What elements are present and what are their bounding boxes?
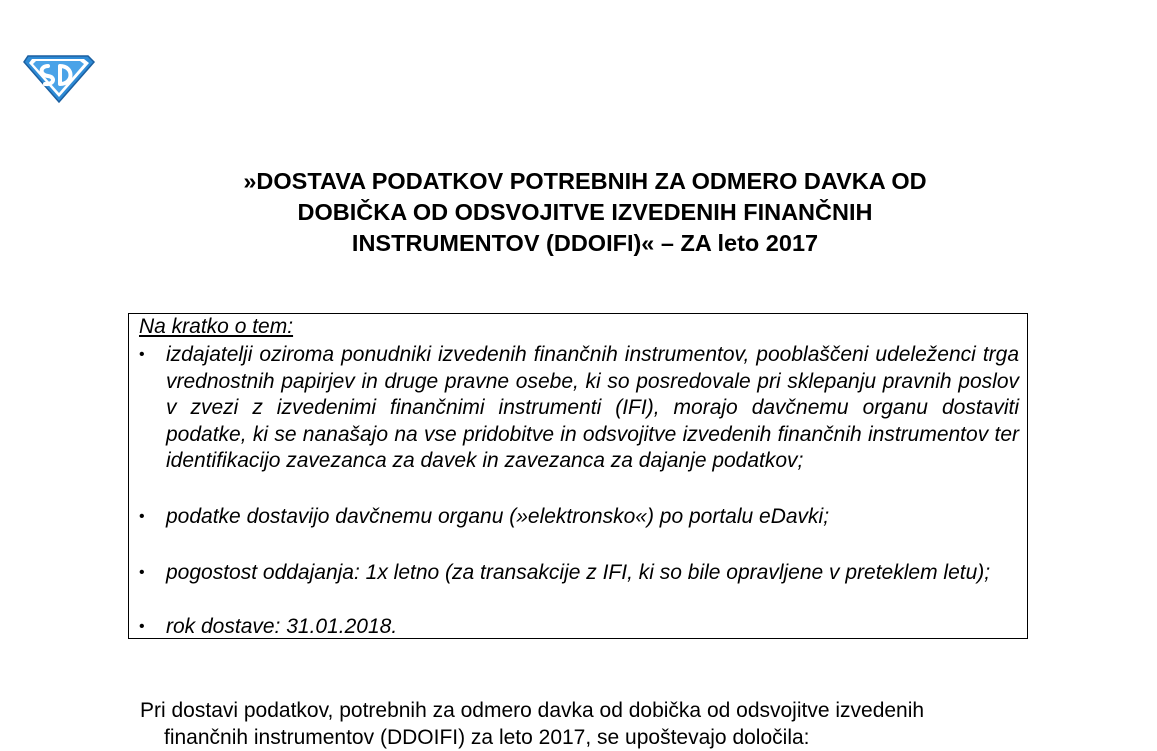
- summary-heading: Na kratko o tem:: [139, 314, 293, 341]
- bullet-icon: •: [139, 614, 145, 641]
- summary-item: [139, 342, 1019, 475]
- body-line-1: Pri dostavi podatkov, potrebnih za odmero davka od dobička od odsvojitve izvedenih: [140, 698, 1020, 725]
- title-line-2: DOBIČKA OD ODSVOJITVE IZVEDENIH FINANČNIH: [130, 197, 1040, 228]
- summary-item: [139, 504, 1019, 531]
- bullet-icon: •: [139, 560, 145, 587]
- title-line-1: »DOSTAVA PODATKOV POTREBNIH ZA ODMERO DAVKA OD: [130, 166, 1040, 197]
- body-paragraph: [140, 698, 1020, 751]
- summary-item-text: podatke dostavijo davčnemu organu (»elektronsko«) po portalu eDavki;: [166, 504, 1019, 531]
- body-line-2: finančnih instrumentov (DDOIFI) za leto 2017, se upoštevajo določila:: [140, 725, 1020, 751]
- document-title: [130, 166, 1040, 259]
- shield-logo: [22, 48, 96, 104]
- shield-logo-icon: [22, 48, 96, 104]
- title-line-3: INSTRUMENTOV (DDOIFI)« – ZA leto 2017: [130, 228, 1040, 259]
- bullet-icon: •: [139, 342, 145, 369]
- summary-item-text: pogostost oddajanja: 1x letno (za transakcije z IFI, ki so bile opravljene v preteklem letu);: [166, 560, 1019, 587]
- summary-item: [139, 614, 1019, 641]
- summary-item-text: rok dostave: 31.01.2018.: [166, 614, 1019, 641]
- summary-item: [139, 560, 1019, 587]
- bullet-icon: •: [139, 504, 145, 531]
- summary-item-text: izdajatelji oziroma ponudniki izvedenih finančnih instrumentov, pooblaščeni udeleženci trga vrednostnih papirjev in druge pravne osebe, ki so posredovale pri sklepanju pravnih poslov v zvezi z izvedenimi finančnimi instrumenti (IFI), morajo davčnemu organu dostaviti podatke, ki se nanašajo na vse pridobitve in odsvojitve izvedenih finančnih instrumentov ter identifikacijo zavezanca za davek in zavezanca za dajanje podatkov;: [166, 342, 1019, 475]
- summary-box: [128, 313, 1028, 639]
